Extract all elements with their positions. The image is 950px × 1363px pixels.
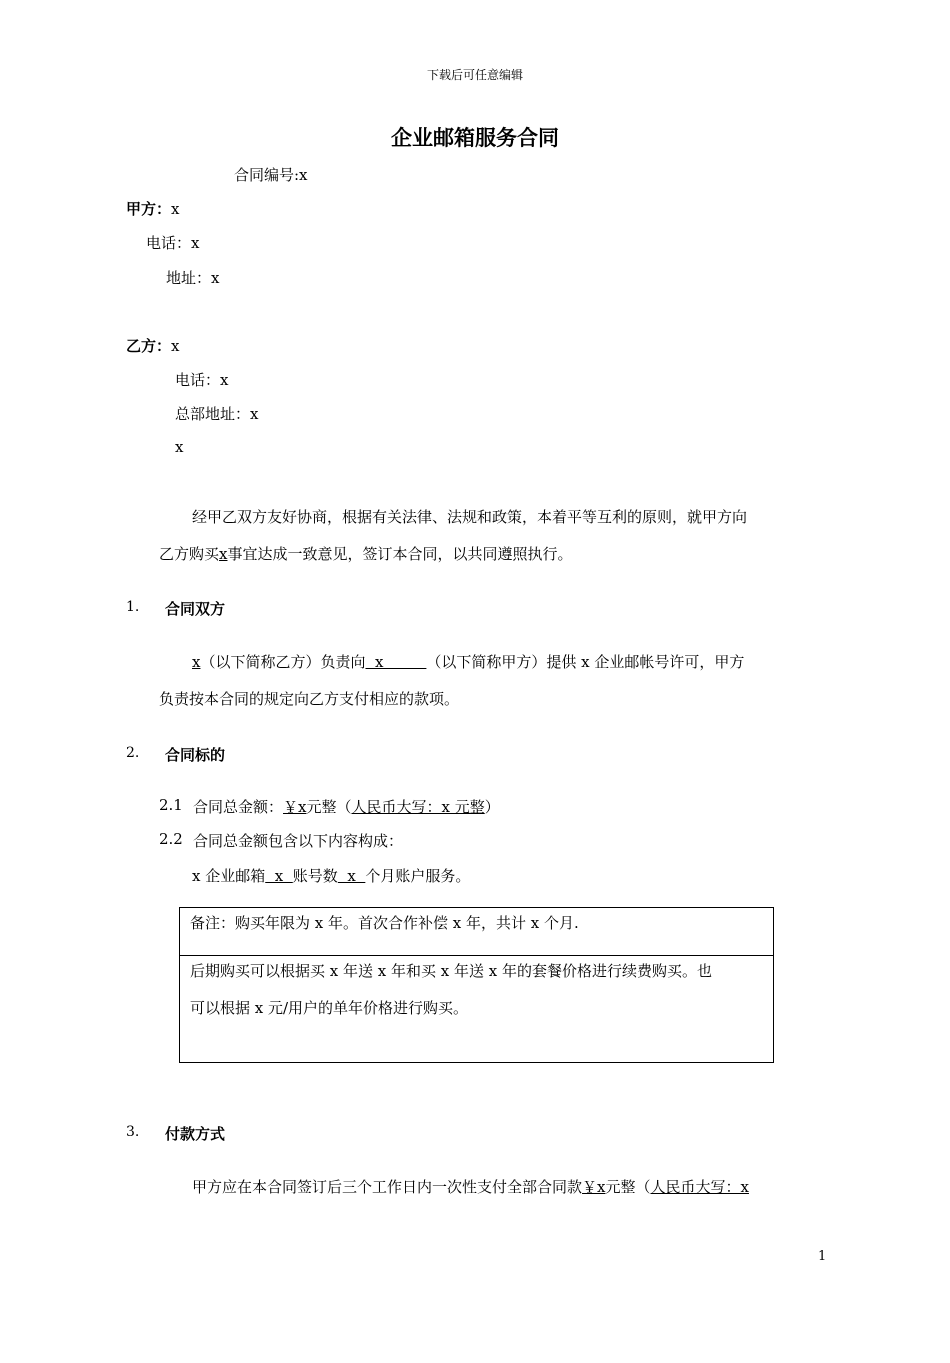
section-2-item-1-number: 2.1 <box>159 796 183 814</box>
note-table-row-divider <box>179 955 774 956</box>
party-a-line <box>126 198 179 219</box>
section-2-item-3 <box>192 865 470 886</box>
section-1-paragraph-line-2: 负责按本合同的规定向乙方支付相应的款项。 <box>159 690 460 708</box>
intro-underlined-item: x <box>219 545 228 563</box>
party-b-label: 乙方： <box>126 337 172 355</box>
party-a-name: x <box>171 200 180 218</box>
section-3-amount: ￥x <box>582 1178 606 1196</box>
item-3-text-b: 账号数 <box>292 867 338 885</box>
item-1-label: 合同总金额： <box>193 798 284 816</box>
section-1-party-a-name: x <box>365 653 427 671</box>
item-1-text: 元整（ <box>306 798 352 816</box>
section-1-number: 1. <box>126 599 140 615</box>
party-b-name: x <box>171 337 180 355</box>
contract-number: 合同编号:x <box>234 166 308 184</box>
section-2-number: 2. <box>126 745 140 761</box>
section-1-text-a: （以下简称乙方）负责向 <box>200 653 366 671</box>
section-1-party-b-name: x <box>192 653 201 671</box>
party-b-extra: x <box>175 438 184 456</box>
party-b-phone: 电话：x <box>175 371 229 389</box>
item-3-text-c: 个月账户服务。 <box>365 867 471 885</box>
intro-line-2 <box>159 543 573 564</box>
intro-line-1: 经甲乙双方友好协商，根据有关法律、法规和政策，本着平等互利的原则，就甲方向 <box>192 508 748 526</box>
section-1-text-b: （以下简称甲方）提供 x 企业邮帐号许可，甲方 <box>426 653 745 671</box>
item-1-amount: ￥x <box>283 798 307 816</box>
note-row-2-line-2: 可以根据 x 元/用户的单年价格进行购买。 <box>190 999 469 1017</box>
page-number: 1 <box>818 1249 827 1264</box>
section-3-text-a: 甲方应在本合同签订后三个工作日内一次性支付全部合同款 <box>192 1178 583 1196</box>
party-a-label: 甲方： <box>126 200 172 218</box>
item-1-amount-words: 人民币大写：x 元整 <box>351 798 485 816</box>
section-3-paragraph <box>192 1176 749 1197</box>
section-2-item-2: 合同总金额包含以下内容构成： <box>193 832 404 850</box>
section-3-text-b: 元整（ <box>605 1178 651 1196</box>
document-title: 企业邮箱服务合同 <box>391 126 559 150</box>
party-a-phone: 电话：x <box>146 234 200 252</box>
page-header-note: 下载后可任意编辑 <box>426 68 523 82</box>
party-a-address: 地址：x <box>166 269 220 287</box>
party-b-hq-address: 总部地址：x <box>175 405 259 423</box>
section-1-paragraph-line-1 <box>192 651 744 672</box>
note-row-1: 备注：购买年限为 x 年。首次合作补偿 x 年，共计 x 个月. <box>190 914 579 932</box>
intro-text-b: 事宜达成一致意见，签订本合同，以共同遵照执行。 <box>227 545 573 563</box>
intro-text-a: 乙方购买 <box>159 545 220 563</box>
section-2-item-1 <box>193 796 500 817</box>
section-1-title: 合同双方 <box>165 600 226 618</box>
section-2-item-2-number: 2.2 <box>159 830 183 848</box>
item-3-text-a: x 企业邮箱 <box>192 867 266 885</box>
item-3-months: x <box>337 867 366 885</box>
section-3-title: 付款方式 <box>165 1125 226 1143</box>
section-3-number: 3. <box>126 1124 140 1140</box>
item-3-account-count: x <box>265 867 293 885</box>
note-row-2-line-1: 后期购买可以根据买 x 年送 x 年和买 x 年送 x 年的套餐价格进行续费购买。也 <box>190 962 712 980</box>
section-2-title: 合同标的 <box>165 746 226 764</box>
party-b-line <box>126 335 179 356</box>
item-1-close: ） <box>484 798 500 816</box>
section-3-amount-words: 人民币大写：x <box>650 1178 749 1196</box>
